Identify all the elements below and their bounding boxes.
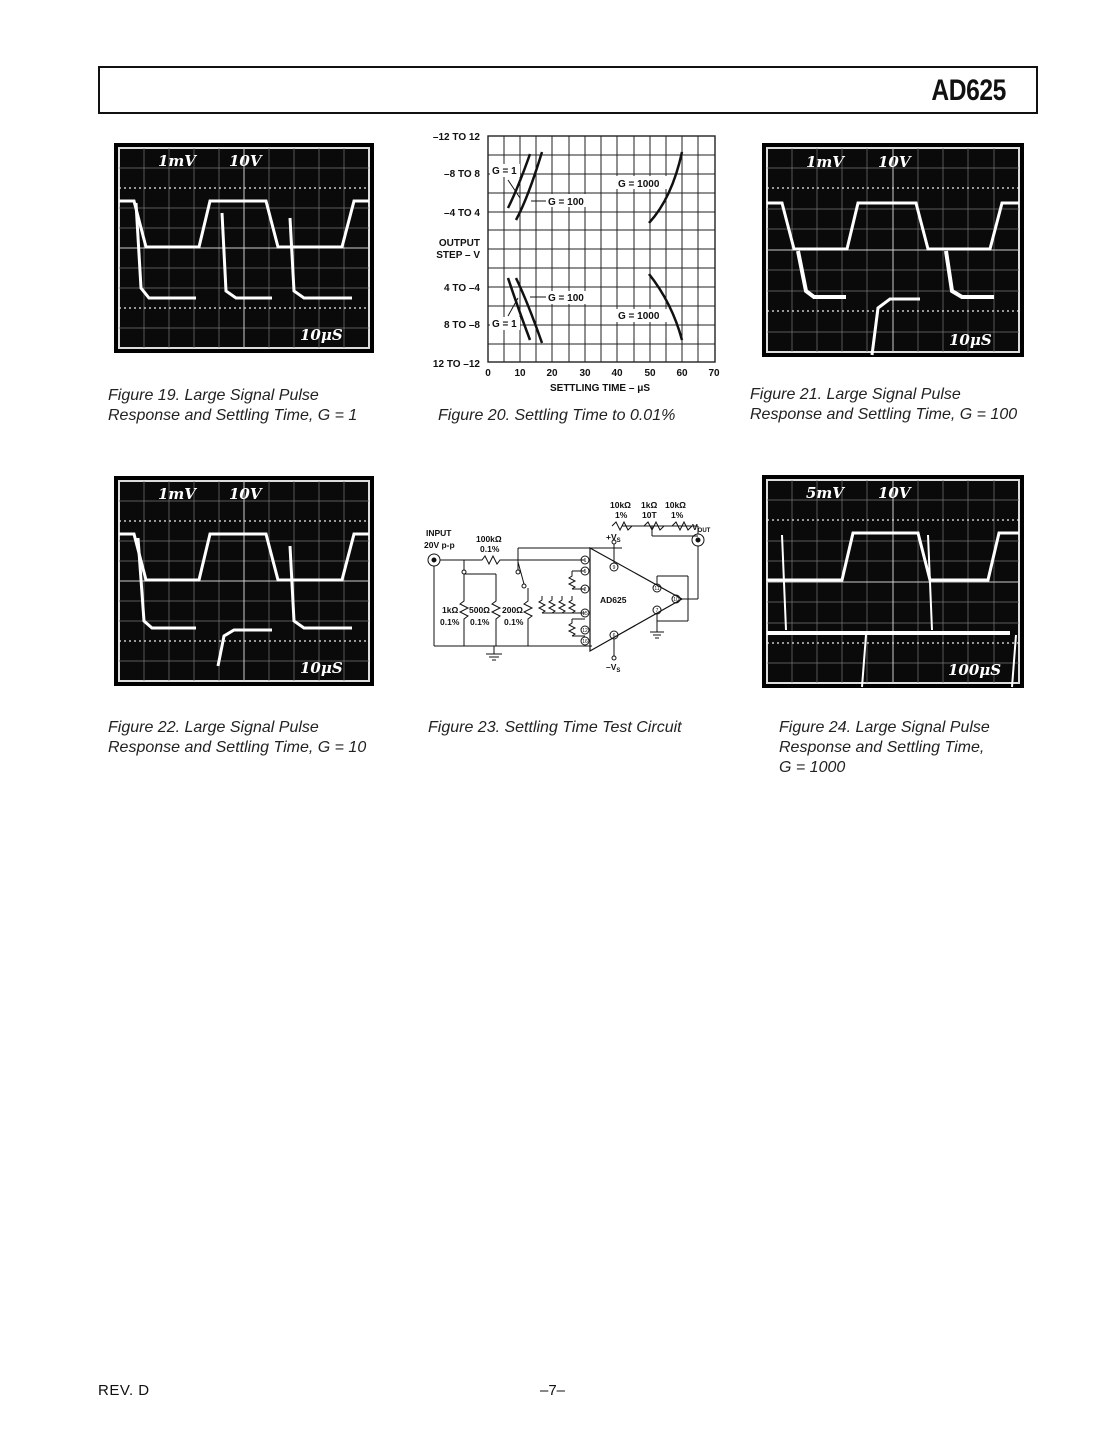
circuit-r-gain1-tol: 0.1% [440, 617, 460, 627]
annotation-g1-upper: G = 1 [492, 166, 517, 177]
caption-line: Figure 21. Large Signal Pulse [750, 386, 961, 403]
circuit-vminus: $-V_S$ [606, 662, 621, 674]
circuit-vplus: $+V_S$ [606, 532, 621, 544]
circuit-r-gain2-tol: 0.1% [470, 617, 490, 627]
caption-line: Figure 19. Large Signal Pulse [108, 387, 319, 404]
settling-time-chart [420, 128, 730, 398]
scope-ch2-label: 10V [878, 153, 911, 171]
y-axis-label-line2: STEP – V [436, 250, 480, 261]
circuit-input-level: 20V p-p [424, 540, 455, 550]
scope-ch2-label: 10V [229, 485, 262, 503]
scope-timebase-label: 10μS [300, 659, 343, 677]
scope-timebase-label: 10μS [300, 326, 343, 344]
pin-label: 5 [583, 569, 587, 575]
x-tick-label: 40 [611, 368, 623, 379]
caption-line: Response and Settling Time, G = 1 [108, 407, 358, 424]
pin-label: 7 [655, 608, 659, 614]
scope-trace-fig24 [762, 475, 1024, 688]
part-number: AD625 [931, 74, 1006, 107]
x-axis-label: SETTLING TIME – μS [549, 383, 651, 394]
circuit-r-top2-tol: 10T [642, 510, 657, 520]
annotation-g100-lower: G = 100 [548, 293, 584, 304]
caption-fig24 [779, 718, 990, 778]
scope-fig24 [762, 475, 1024, 688]
caption-fig19 [108, 386, 357, 426]
circuit-vout: $V_{OUT}$ [692, 522, 711, 534]
footer-revision: REV. D [98, 1382, 150, 1399]
scope-fig19 [114, 143, 374, 353]
circuit-r-gain2: 500Ω [469, 605, 490, 615]
scope-fig21 [762, 143, 1024, 357]
caption-line: Figure 23. Settling Time Test Circuit [428, 719, 682, 736]
y-tick-label: 4 TO –4 [444, 283, 480, 294]
caption-line: Response and Settling Time, [779, 739, 985, 756]
scope-ch1-label: 1mV [806, 153, 844, 171]
annotation-g1-lower: G = 1 [492, 319, 517, 330]
scope-ch1-label: 1mV [158, 485, 196, 503]
circuit-r-top1-tol: 1% [615, 510, 628, 520]
circuit-r-top1: 10kΩ [610, 500, 631, 510]
circuit-r-top3: 10kΩ [665, 500, 686, 510]
circuit-r-gain1: 1kΩ [442, 605, 459, 615]
scope-timebase-label: 10μS [949, 331, 992, 349]
caption-line: G = 1000 [779, 759, 846, 776]
pin-label: 1 [583, 558, 587, 564]
circuit-r-input-tol: 0.1% [480, 544, 500, 554]
scope-ch1-label: 1mV [158, 152, 196, 170]
caption-fig20 [438, 406, 675, 426]
caption-line: Response and Settling Time, G = 100 [750, 406, 1018, 423]
x-tick-label: 50 [644, 368, 656, 379]
circuit-chip-label: AD625 [600, 595, 627, 605]
circuit-r-gain3-tol: 0.1% [504, 617, 524, 627]
caption-line: Figure 22. Large Signal Pulse [108, 719, 319, 736]
caption-line: Response and Settling Time, G = 10 [108, 739, 367, 756]
settling-test-circuit [422, 496, 722, 676]
y-tick-label: –8 TO 8 [444, 169, 480, 180]
annotation-g100-upper: G = 100 [548, 197, 584, 208]
annotation-g1000-upper: G = 1000 [618, 179, 660, 190]
pin-label: 16 [582, 639, 588, 645]
caption-line: Figure 24. Large Signal Pulse [779, 719, 990, 736]
x-tick-label: 20 [546, 368, 558, 379]
caption-line: Figure 20. Settling Time to 0.01% [438, 407, 676, 424]
x-tick-label: 30 [579, 368, 591, 379]
scope-timebase-label: 100μS [948, 661, 1002, 679]
circuit-r-top2: 1kΩ [641, 500, 658, 510]
scope-trace-fig22 [114, 476, 374, 686]
x-tick-label: 0 [485, 368, 491, 379]
scope-ch1-label: 5mV [806, 484, 844, 502]
circuit-r-top3-tol: 1% [671, 510, 684, 520]
header-box [98, 66, 1038, 114]
y-tick-label: –4 TO 4 [444, 208, 480, 219]
pin-label: 9 [612, 565, 616, 571]
scope-trace-fig19 [114, 143, 374, 353]
y-tick-label: –12 TO 12 [432, 132, 480, 143]
y-axis-label-line1: OUTPUT [438, 238, 480, 249]
circuit-r-input: 100kΩ [476, 534, 502, 544]
caption-fig23 [428, 718, 682, 738]
scope-ch2-label: 10V [229, 152, 262, 170]
x-tick-label: 10 [514, 368, 526, 379]
scope-ch2-label: 10V [878, 484, 911, 502]
y-tick-label: 8 TO –8 [444, 320, 480, 331]
caption-fig22 [108, 718, 366, 758]
caption-fig21 [750, 385, 1017, 425]
pin-label: 15 [582, 611, 588, 617]
pin-label: 10 [673, 597, 679, 603]
scope-fig22 [114, 476, 374, 686]
scope-trace-fig21 [762, 143, 1024, 357]
y-tick-label: 12 TO –12 [432, 359, 480, 370]
annotation-g1000-lower: G = 1000 [618, 311, 660, 322]
pin-label: 11 [654, 586, 660, 592]
circuit-r-gain3: 200Ω [502, 605, 523, 615]
pin-label: 2 [583, 587, 587, 593]
footer-page-number: –7– [540, 1382, 566, 1399]
circuit-input-label: INPUT [426, 528, 452, 538]
pin-label: 12 [582, 628, 588, 634]
x-tick-label: 70 [708, 368, 720, 379]
chart-grid [488, 136, 715, 362]
pin-label: 6 [612, 633, 616, 639]
x-tick-label: 60 [676, 368, 688, 379]
